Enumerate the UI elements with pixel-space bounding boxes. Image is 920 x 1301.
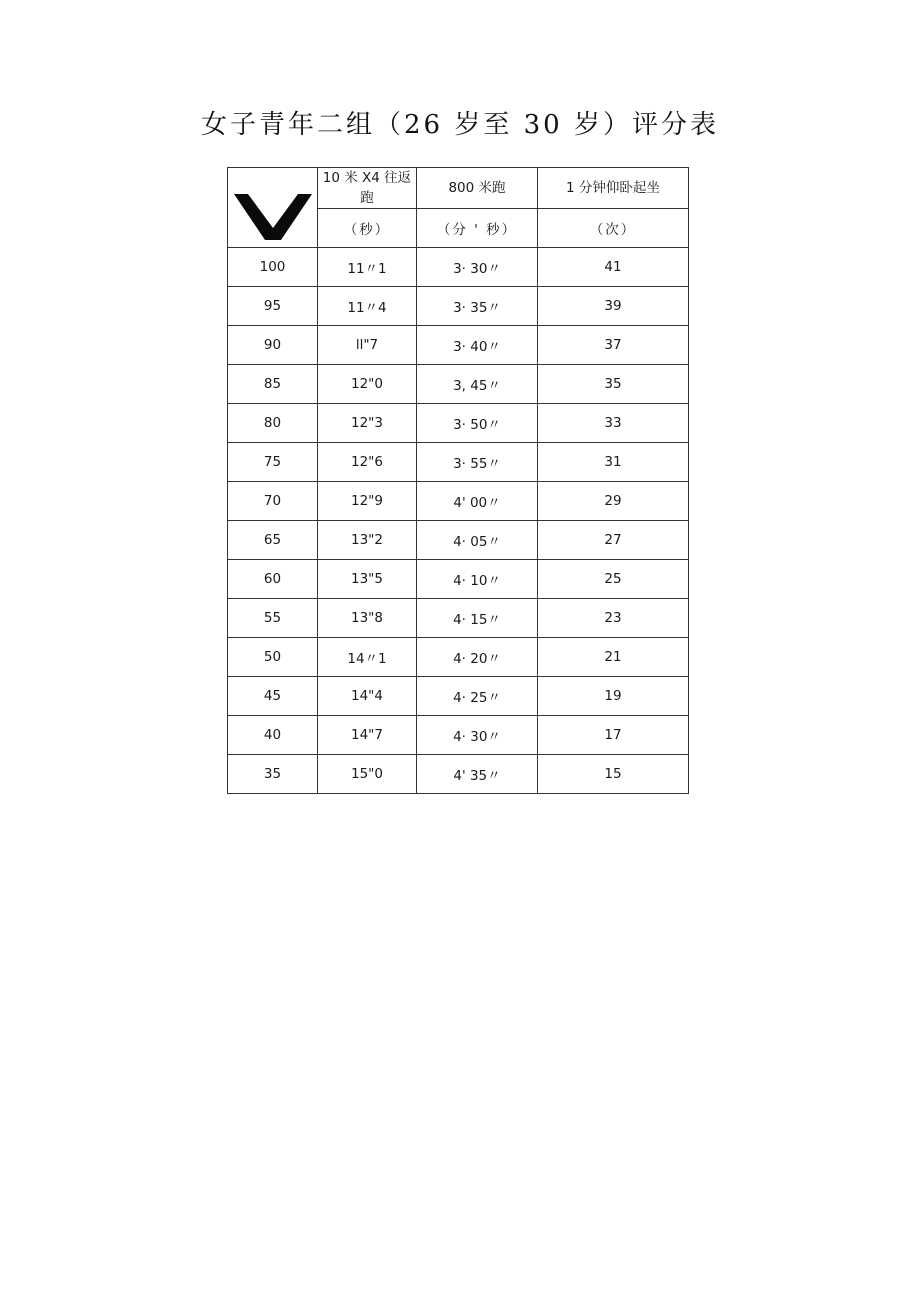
score-cell: 90 xyxy=(228,326,318,365)
situps-cell: 23 xyxy=(538,599,689,638)
score-cell: 50 xyxy=(228,638,318,677)
situps-cell: 33 xyxy=(538,404,689,443)
shuttle-run-cell: 12"0 xyxy=(318,365,417,404)
table-row xyxy=(228,638,689,677)
unit-situps: （次） xyxy=(538,209,689,248)
score-cell: 40 xyxy=(228,716,318,755)
run-800m-cell: 3· 35〃 xyxy=(417,287,538,326)
shuttle-run-cell: 14〃1 xyxy=(318,638,417,677)
score-cell: 95 xyxy=(228,287,318,326)
table-row xyxy=(228,443,689,482)
shuttle-run-cell: 14"4 xyxy=(318,677,417,716)
score-cell: 80 xyxy=(228,404,318,443)
shuttle-run-cell: 13"2 xyxy=(318,521,417,560)
shuttle-run-cell: 11〃1 xyxy=(318,248,417,287)
shuttle-run-cell: 12"6 xyxy=(318,443,417,482)
run-800m-cell: 4· 20〃 xyxy=(417,638,538,677)
situps-cell: 15 xyxy=(538,755,689,794)
table-row xyxy=(228,248,689,287)
shuttle-run-cell: 12"9 xyxy=(318,482,417,521)
header-situps: 1 分钟仰卧起坐 xyxy=(538,168,689,209)
situps-cell: 31 xyxy=(538,443,689,482)
table-row xyxy=(228,716,689,755)
table-row xyxy=(228,560,689,599)
header-800m-run: 800 米跑 xyxy=(417,168,538,209)
situps-cell: 39 xyxy=(538,287,689,326)
situps-cell: 27 xyxy=(538,521,689,560)
score-cell: 100 xyxy=(228,248,318,287)
situps-cell: 25 xyxy=(538,560,689,599)
table-row xyxy=(228,599,689,638)
run-800m-cell: 3, 45〃 xyxy=(417,365,538,404)
shuttle-run-cell: ll"7 xyxy=(318,326,417,365)
table-row xyxy=(228,326,689,365)
table-row xyxy=(228,365,689,404)
header-shuttle-run: 10 米 X4 往返跑 xyxy=(318,168,417,209)
run-800m-cell: 4' 35〃 xyxy=(417,755,538,794)
table-row xyxy=(228,287,689,326)
score-cell: 75 xyxy=(228,443,318,482)
score-cell: 85 xyxy=(228,365,318,404)
shuttle-run-cell: 15"0 xyxy=(318,755,417,794)
score-cell: 45 xyxy=(228,677,318,716)
unit-shuttle-run: （秒） xyxy=(318,209,417,248)
table-row xyxy=(228,755,689,794)
score-cell: 35 xyxy=(228,755,318,794)
situps-cell: 35 xyxy=(538,365,689,404)
shuttle-run-cell: 12"3 xyxy=(318,404,417,443)
table-row xyxy=(228,482,689,521)
table-row xyxy=(228,521,689,560)
unit-800m-run: （分 ' 秒） xyxy=(417,209,538,248)
table-row xyxy=(228,677,689,716)
run-800m-cell: 4· 15〃 xyxy=(417,599,538,638)
run-800m-cell: 4· 05〃 xyxy=(417,521,538,560)
situps-cell: 17 xyxy=(538,716,689,755)
situps-cell: 29 xyxy=(538,482,689,521)
page-title: 女子青年二组（26 岁至 30 岁）评分表 xyxy=(201,110,719,140)
shuttle-run-cell: 11〃4 xyxy=(318,287,417,326)
run-800m-cell: 4· 10〃 xyxy=(417,560,538,599)
score-cell: 55 xyxy=(228,599,318,638)
score-cell: 70 xyxy=(228,482,318,521)
situps-cell: 19 xyxy=(538,677,689,716)
shuttle-run-cell: 13"5 xyxy=(318,560,417,599)
score-cell: 60 xyxy=(228,560,318,599)
run-800m-cell: 4· 25〃 xyxy=(417,677,538,716)
header-row xyxy=(228,168,689,209)
situps-cell: 37 xyxy=(538,326,689,365)
shuttle-run-cell: 14"7 xyxy=(318,716,417,755)
run-800m-cell: 4· 30〃 xyxy=(417,716,538,755)
run-800m-cell: 3· 50〃 xyxy=(417,404,538,443)
situps-cell: 21 xyxy=(538,638,689,677)
score-table xyxy=(227,167,689,794)
run-800m-cell: 3· 55〃 xyxy=(417,443,538,482)
check-v-mark-icon xyxy=(234,194,312,240)
score-cell: 65 xyxy=(228,521,318,560)
situps-cell: 41 xyxy=(538,248,689,287)
run-800m-cell: 3· 40〃 xyxy=(417,326,538,365)
table-row xyxy=(228,404,689,443)
run-800m-cell: 3· 30〃 xyxy=(417,248,538,287)
shuttle-run-cell: 13"8 xyxy=(318,599,417,638)
run-800m-cell: 4' 00〃 xyxy=(417,482,538,521)
corner-cell xyxy=(228,168,318,248)
